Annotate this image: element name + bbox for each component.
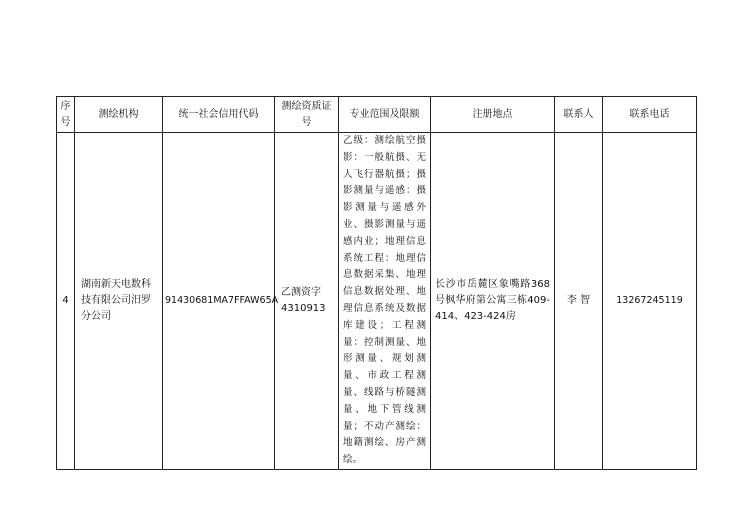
cell-code: 91430681MA7FFAW65A [163, 133, 275, 470]
header-seq: 序号 [57, 97, 75, 133]
cell-seq: 4 [57, 133, 75, 470]
header-code: 统一社会信用代码 [163, 97, 275, 133]
cell-org: 湖南新天电数科技有限公司汨罗分公司 [75, 133, 163, 470]
header-org: 测绘机构 [75, 97, 163, 133]
cell-scope: 乙级：测绘航空摄影：一般航摄、无人飞行器航摄；摄影测量与遥感：摄影测量与遥感外业、摄影测量与遥感内业；地理信息系统工程：地理信息数据采集、地理信息数据处理、地理信息系统及数据库建设；工程测量：控制测量、地形测量、规划测量、市政工程测量、线路与桥隧测量、地下管线测量；不动产测绘：地籍测绘、房产测绘。 [339, 133, 431, 470]
header-scope: 专业范围及限额 [339, 97, 431, 133]
surveying-institution-table [56, 96, 697, 470]
header-phone: 联系电话 [603, 97, 697, 133]
cell-cert: 乙测资字4310913 [275, 133, 339, 470]
header-addr: 注册地点 [431, 97, 555, 133]
cell-addr: 长沙市岳麓区象嘴路368号枫华府第公寓三栋409-414、423-424房 [431, 133, 555, 470]
header-cert: 测绘资质证号 [275, 97, 339, 133]
cell-contact: 李 智 [555, 133, 603, 470]
header-row [57, 97, 697, 133]
table-row [57, 133, 697, 470]
header-contact: 联系人 [555, 97, 603, 133]
cell-phone: 13267245119 [603, 133, 697, 470]
